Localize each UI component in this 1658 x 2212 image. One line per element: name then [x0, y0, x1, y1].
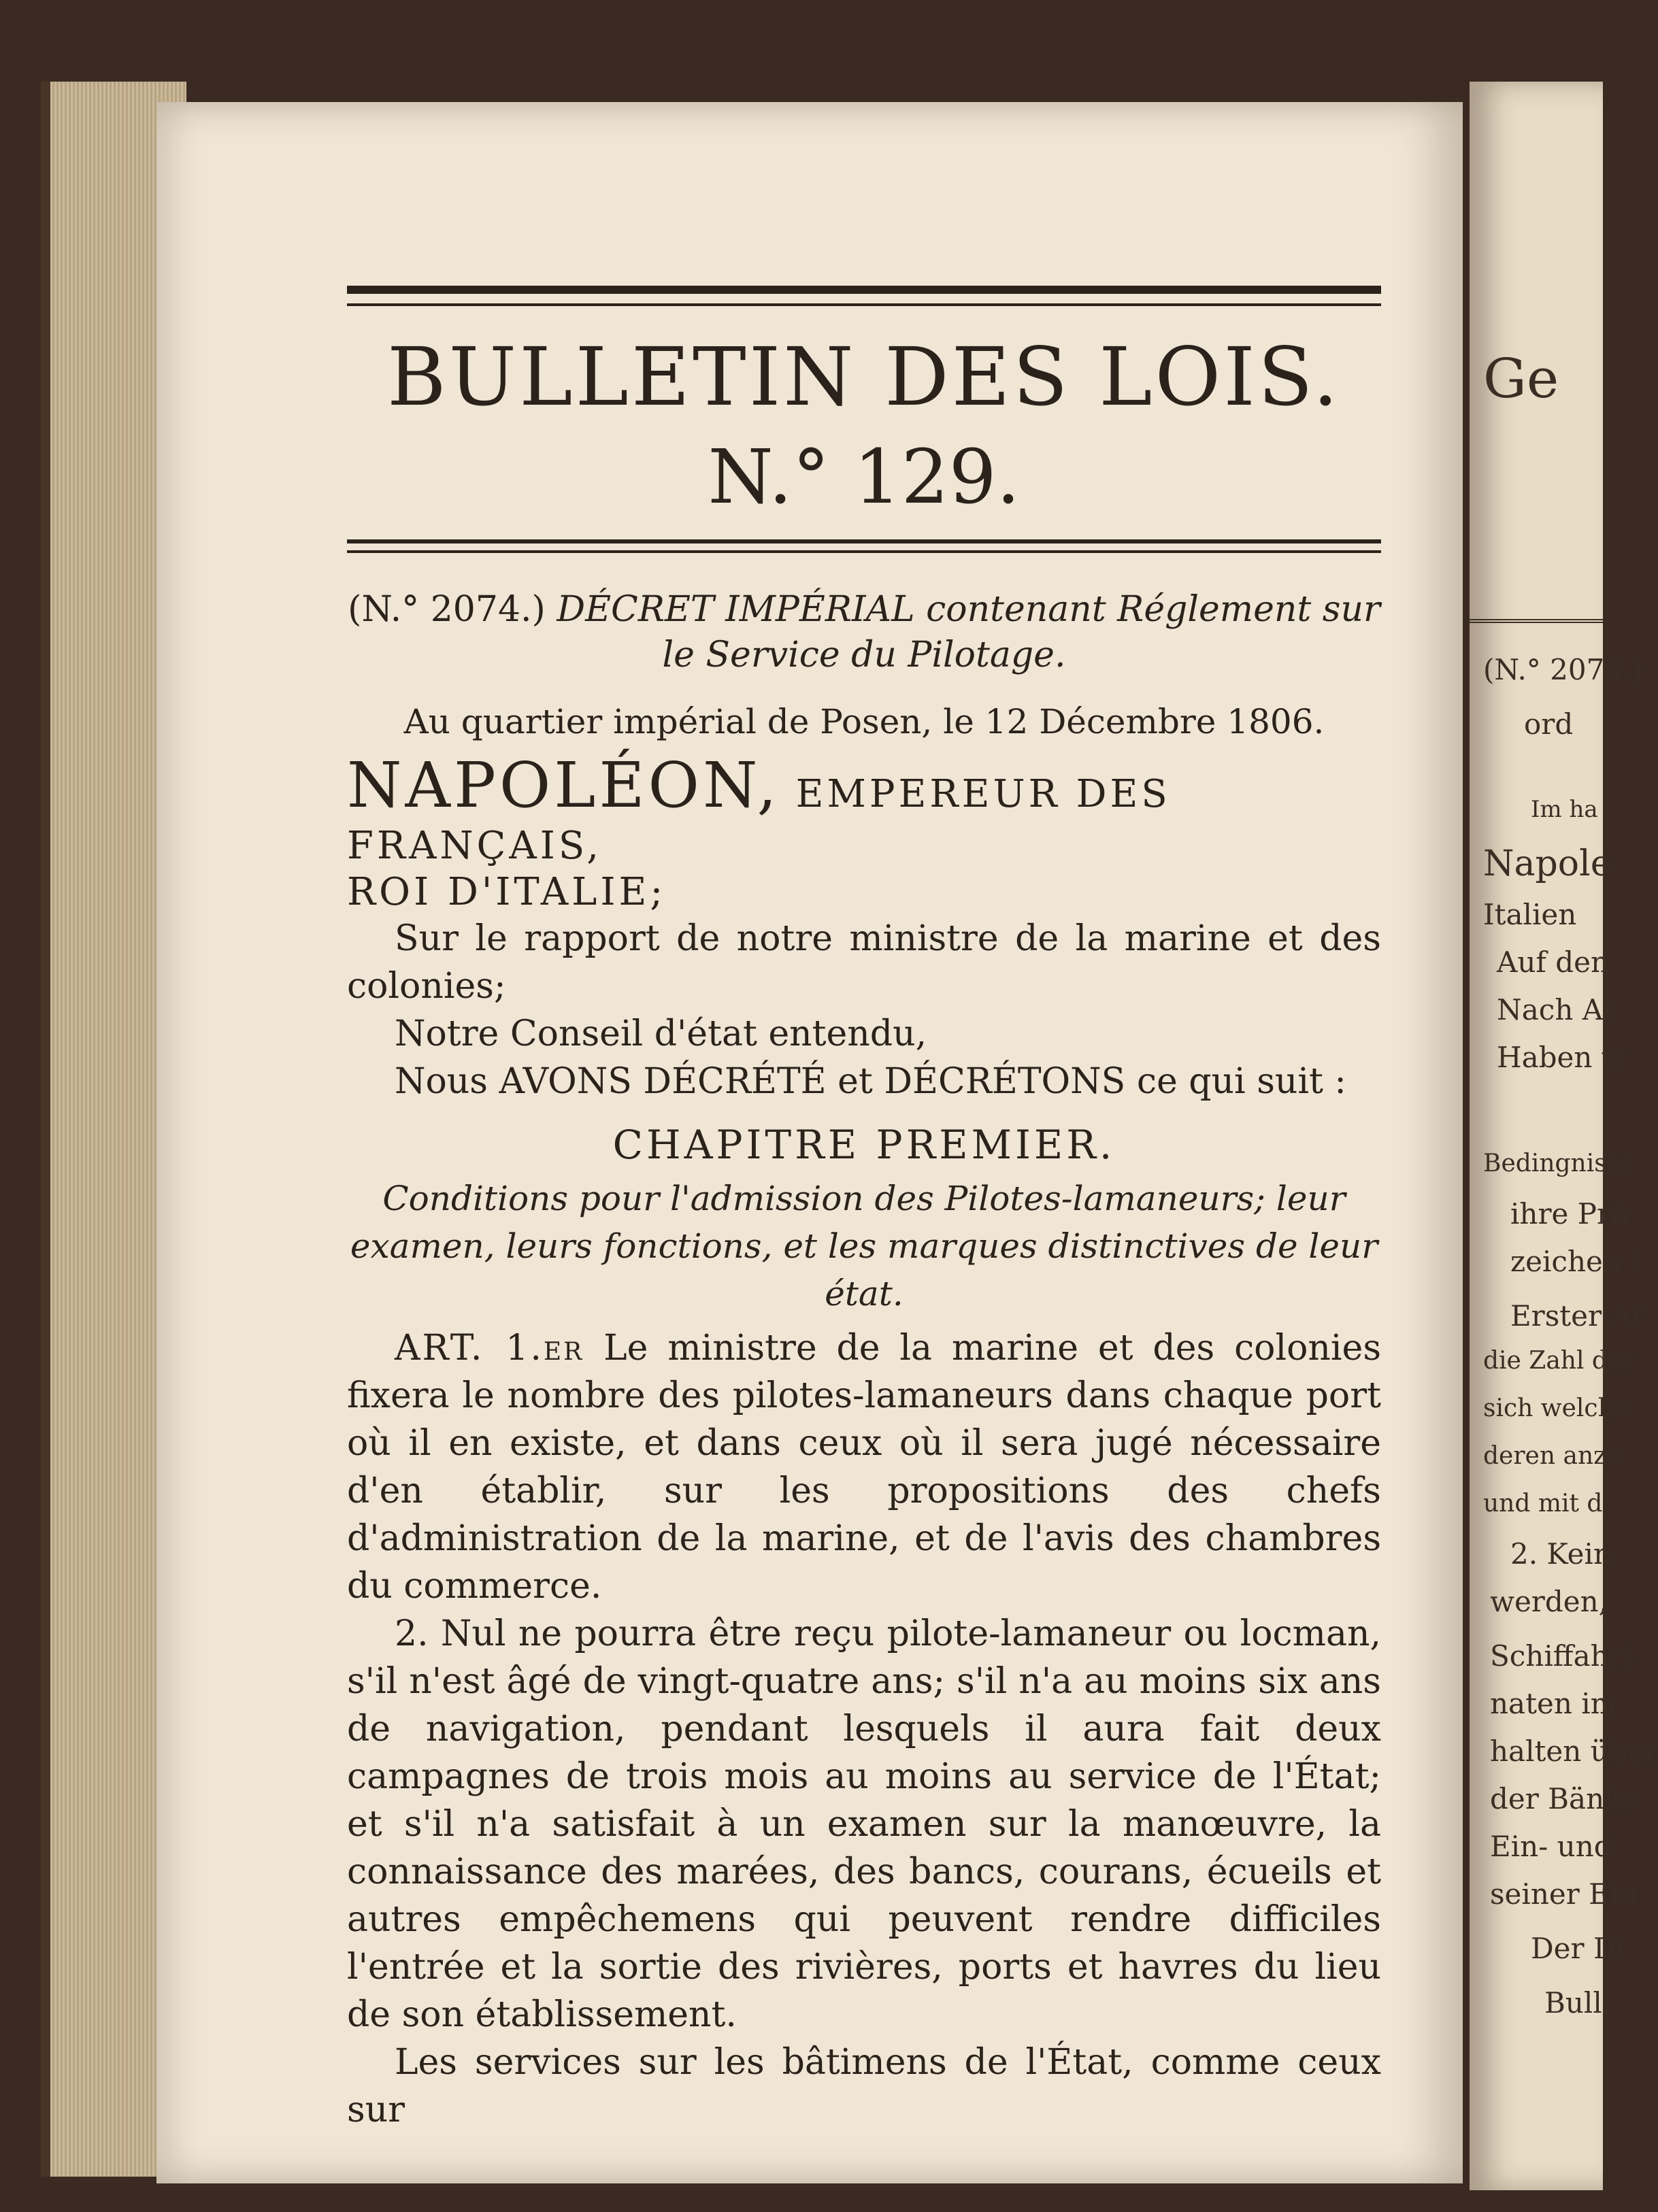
article-text: Le ministre de la marine et des colonies fixera le nombre des pilotes-lamaneurs dans chaque port où il en existe, et dans ceux où il sera jugé nécessaire d'en établir, sur les propositions des chefs d'administration de la marine, et de l'avis des chambres du commerce.	[347, 1327, 1382, 1607]
header-rule	[347, 539, 1381, 553]
facing-line: naten im	[1490, 1687, 1618, 1720]
facing-line: die Zahl der	[1483, 1347, 1634, 1375]
facing-line: Schiffahrt	[1490, 1639, 1634, 1673]
facing-line: werden,	[1490, 1585, 1608, 1618]
sovereign-name: NAPOLÉON,	[347, 748, 780, 822]
facing-line: Auf den	[1497, 945, 1610, 979]
facing-line: Italien	[1483, 898, 1577, 931]
preamble-paragraph: Sur le rapport de notre ministre de la marine et des colonies;	[347, 918, 1381, 1007]
decree-title: DÉCRET IMPÉRIAL contenant Réglement sur le Service du Pilotage.	[557, 588, 1380, 676]
sovereign-titles-2: ROI D'ITALIE;	[347, 869, 667, 914]
facing-line: 2. Kein	[1510, 1537, 1612, 1571]
article-paragraph: Les services sur les bâtimens de l'État, comme ceux sur	[347, 2041, 1381, 2130]
facing-line: Ein- und	[1490, 1830, 1612, 1863]
article-label: ART. 1.er	[395, 1327, 584, 1369]
facing-page	[1470, 82, 1658, 2190]
facing-line: seiner Eta	[1490, 1877, 1638, 1911]
issue-number: N.° 129.	[708, 433, 1021, 520]
facing-line: Bedingnisse	[1483, 1150, 1634, 1177]
facing-line: Ge	[1483, 347, 1559, 410]
facing-line: Erster Ar	[1510, 1299, 1645, 1333]
page-content	[347, 286, 1381, 2134]
facing-line: Im ha	[1531, 796, 1598, 823]
facing-line: der Bänke	[1490, 1782, 1639, 1815]
sovereign-title	[347, 748, 1381, 915]
decree-number: (N.° 2074.)	[348, 588, 546, 630]
chapter-heading: CHAPITRE PREMIER.	[612, 1121, 1116, 1168]
facing-line: Nach Ar	[1497, 993, 1617, 1026]
facing-line: (N.° 2074.)	[1483, 653, 1643, 686]
sovereign-titles: EMPEREUR DES FRANÇAIS,	[347, 771, 1171, 869]
facing-line: zeichen i	[1510, 1245, 1640, 1278]
decree-heading	[347, 587, 1381, 679]
facing-line: und mit d	[1483, 1490, 1603, 1518]
facing-line: Napole	[1483, 843, 1612, 884]
facing-line: ihre Prü	[1510, 1197, 1629, 1230]
facing-line: deren anzu	[1483, 1442, 1623, 1470]
facing-line: ord	[1524, 707, 1574, 741]
facing-line: Der Di	[1531, 1932, 1626, 1965]
top-double-rule	[347, 286, 1381, 306]
preamble-paragraph: Notre Conseil d'état entendu,	[395, 1013, 927, 1054]
facing-line: Haben w	[1497, 1041, 1626, 1074]
facing-line: sich welche	[1483, 1394, 1629, 1422]
facing-rule	[1470, 619, 1603, 623]
facing-line: Bull.	[1544, 1986, 1612, 2020]
chapter-subtitle: Conditions pour l'admission des Pilotes-lamaneurs; leur examen, leurs fonctions, et les marques distinctives de leur état.	[350, 1178, 1378, 1313]
preamble-paragraph: Nous AVONS DÉCRÉTÉ et DÉCRÉTONS ce qui suit :	[395, 1060, 1346, 1102]
date-line: Au quartier impérial de Posen, le 12 Décembre 1806.	[403, 701, 1325, 741]
article-paragraph	[347, 1324, 1381, 1610]
facing-line: halten über	[1490, 1735, 1658, 1768]
article-paragraph: 2. Nul ne pourra être reçu pilote-lamaneur ou locman, s'il n'est âgé de vingt-quatre ans; s'il n'a au moins six ans de navigation, pendant lesquels il aura fait deux campagnes de trois mois au moins au service de l'État; et s'il n'a satisfait à un examen sur la manœuvre, la connaissance des marées, des bancs, courans, écueils et autres empêchemens qui peuvent rendre difficiles l'entrée et la sortie des rivières, ports et havres du lieu de son établissement.	[347, 1613, 1381, 2035]
page-title: BULLETIN DES LOIS.	[386, 330, 1342, 424]
